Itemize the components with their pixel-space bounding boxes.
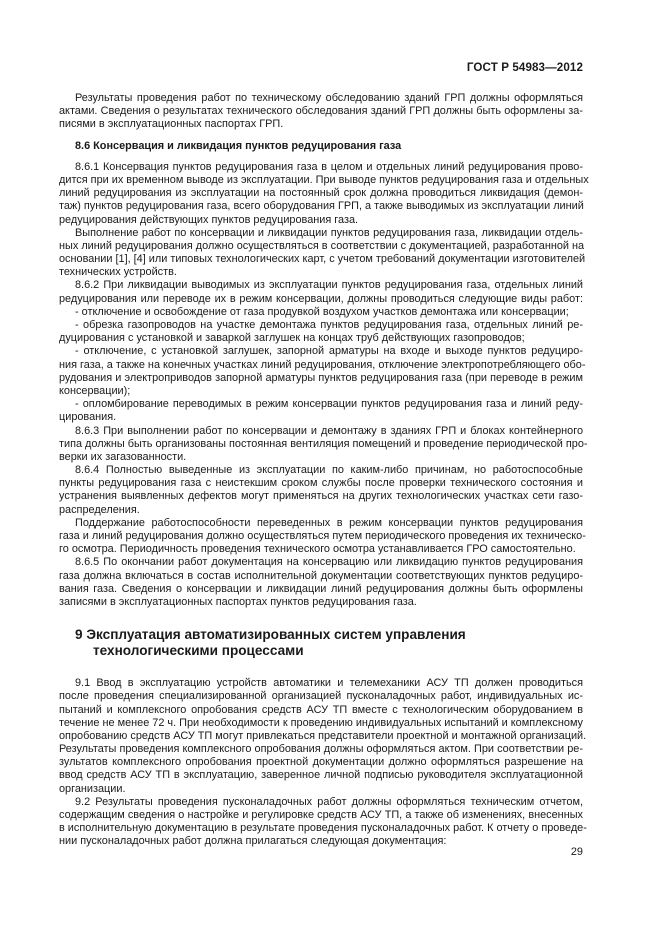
text-line: вания газа. Сведения о консервации и ликвидации линий редуцирования должны быть оформлены (59, 582, 583, 595)
heading-line: технологическими процессами (93, 643, 304, 659)
text-line: 9.2 Результаты проведения пусконаладочных работ должны оформляться техническим отчетом, (75, 795, 583, 808)
text-line: 8.6.1 Консервация пунктов редуцирования газа в целом и отдельных линий редуцирования прово- (75, 160, 583, 173)
paragraph (59, 226, 586, 280)
text-line: 8.6.3 При выполнении работ по консервации и демонтажу в зданиях ГРП и блоках контейнерного (75, 424, 583, 437)
text-line: зультатов комплексного опробования проектной документации должно оформляться разрешение на (59, 756, 583, 769)
text-line: 8.6.2 При ликвидации выводимых из эксплуатации пунктов редуцирования газа, отдельных линий (75, 279, 583, 292)
text-line: таж) пунктов редуцирования газа, всего оборудования ГРП, а также выводимых из эксплуатации линий (59, 200, 584, 213)
text-line: Поддержание работоспособности переведенных в режим консервации пунктов редуцирования (75, 516, 583, 529)
text-line: 8.6.4 Полностью выведенные из эксплуатации по каким-либо причинам, но работоспособные (75, 464, 583, 477)
text-line: основании [1], [4] или типовых технологических карт, с учетом требований документации изготовителей (59, 253, 586, 266)
paragraph (59, 464, 583, 517)
text-line: Результаты проведения работ по техническому обследованию зданий ГРП должны оформляться (75, 92, 583, 104)
list-item: - отключение и освобождение от газа продувкой воздухом участков демонтажа или консервации; (75, 305, 569, 318)
text-line: редуцирования действующих пунктов редуцирования газа. (59, 213, 359, 226)
text-line: в исполнительную документацию в результате проведения пусконаладочных работ. К отчету о проведе- (59, 822, 587, 835)
text-line: верки их загазованности. (59, 450, 187, 463)
text-line: консервации); (59, 384, 131, 397)
text-line: опробованию средств АСУ ТП могут привлекаться представители проектной и монтажной организаций. (59, 729, 587, 742)
text-line: дится при их временном выводе из эксплуатации. При выводе пунктов редуцирования газа и отдельных (59, 173, 589, 186)
paragraph (59, 677, 587, 796)
paragraph (59, 160, 589, 227)
text-line: цирования. (59, 411, 117, 424)
text-line: распределения. (59, 503, 140, 516)
text-line: линий редуцирования из эксплуатации на постоянный срок должна проводиться ликвидация (демон- (59, 187, 583, 200)
text-line: 9.1 Ввод в эксплуатацию устройств автоматики и телемеханики АСУ ТП должен проводиться (75, 677, 583, 690)
paragraph (59, 795, 587, 849)
text-line: рудования и электроприводов запорной арматуры пунктов редуцирования газа (при переводе в режим (59, 371, 583, 384)
text-line: пытаний и комплексного опробования средств АСУ ТП вместе с технологическим оборудованием в (59, 703, 583, 716)
text-line: ния газа, а также на конечных участках линий редуцирования, отключение электропотребляющего обо- (59, 358, 586, 371)
text-line: Выполнение работ по консервации и ликвидации пунктов редуцирования газа, ликвидации отдель- (75, 226, 583, 239)
document-body (59, 92, 589, 849)
text-line: технических устройств. (59, 266, 177, 279)
paragraph (59, 556, 583, 609)
list-item: - обрезка газопроводов на участке демонтажа пунктов редуцирования газа, отдельных линий ре- (75, 319, 583, 331)
text-line: устранения выявленных дефектов могут применяться на других технологических участках сети газо- (59, 490, 583, 503)
text-line: го осмотра. Периодичность проведения технического осмотра устанавливается ГРО самостоятельно. (59, 543, 576, 556)
text-line: дуцирования с установкой и заваркой заглушек на концах труб действующих газопроводов; (59, 332, 525, 345)
text-line: редуцирования или переводе их в режим консервации, должны проводиться следующие виды работ: (59, 292, 583, 305)
document-code-header: ГОСТ Р 54983—2012 (466, 61, 583, 74)
page-number: 29 (570, 846, 583, 858)
text-line: ных линий редуцирования должно осуществляться в соответствии с документацией, разработанной на (59, 239, 585, 252)
text-line: после проведения специализированной организацией пусконаладочных работ, индивидуальных ис- (59, 690, 583, 703)
heading-line: 9 Эксплуатация автоматизированных систем управления (75, 627, 466, 643)
text-line: пункты редуцирования газа с неистекшим сроком службы после проверки технического состояния и (59, 477, 583, 490)
paragraph (59, 279, 586, 424)
text-line: записями в эксплуатационных паспортах пунктов редуцирования газа. (59, 595, 417, 608)
section-heading-9 (59, 627, 583, 659)
text-line: течение не менее 72 ч. При необходимости к проведению индивидуальных испытаний и комплексному (59, 716, 583, 729)
list-item: - опломбирование переводимых в режим консервации пунктов редуцирования газа и линий реду- (75, 398, 583, 411)
text-line: газа должна включаться в состав исполнительной документации соответствующих пунктов редуциро- (59, 569, 583, 582)
paragraph (59, 516, 586, 557)
text-line: типа должны быть организованы постоянная вентиляция помещений и проведение периодической про- (59, 437, 588, 450)
text-line: нии пусконаладочных работ должна прилагаться следующая документация: (59, 835, 447, 848)
paragraph (59, 92, 583, 132)
text-line: газа и линий редуцирования должно осуществляться путем периодического проведения их техническо- (59, 530, 586, 542)
text-line: ввод средств АСУ ТП в эксплуатацию, заверенное личной подписью руководителя эксплуатационной (59, 769, 583, 782)
text-line: Результаты проведения комплексного опробования должны оформляться актом. При соответствии ре- (59, 743, 583, 756)
text-line: 8.6.5 По окончании работ документация на консервацию или ликвидацию пунктов редуцирования (75, 556, 583, 569)
text-line: актами. Сведения о результатах технического обследования зданий ГРП должны быть оформлены за- (59, 105, 583, 118)
list-item: - отключение, с установкой заглушек, запорной арматуры на входе и выходе пунктов редуциро- (75, 345, 583, 358)
text-line: организации. (59, 782, 126, 795)
text-line: содержащим сведения о настройке и регулировке средств АСУ ТП, а также об изменениях, внесенных (59, 809, 583, 821)
paragraph (59, 424, 588, 465)
section-heading-8-6: 8.6 Консервация и ликвидация пунктов редуцирования газа (75, 139, 402, 152)
text-line: писями в эксплуатационных паспортах ГРП. (59, 118, 284, 131)
